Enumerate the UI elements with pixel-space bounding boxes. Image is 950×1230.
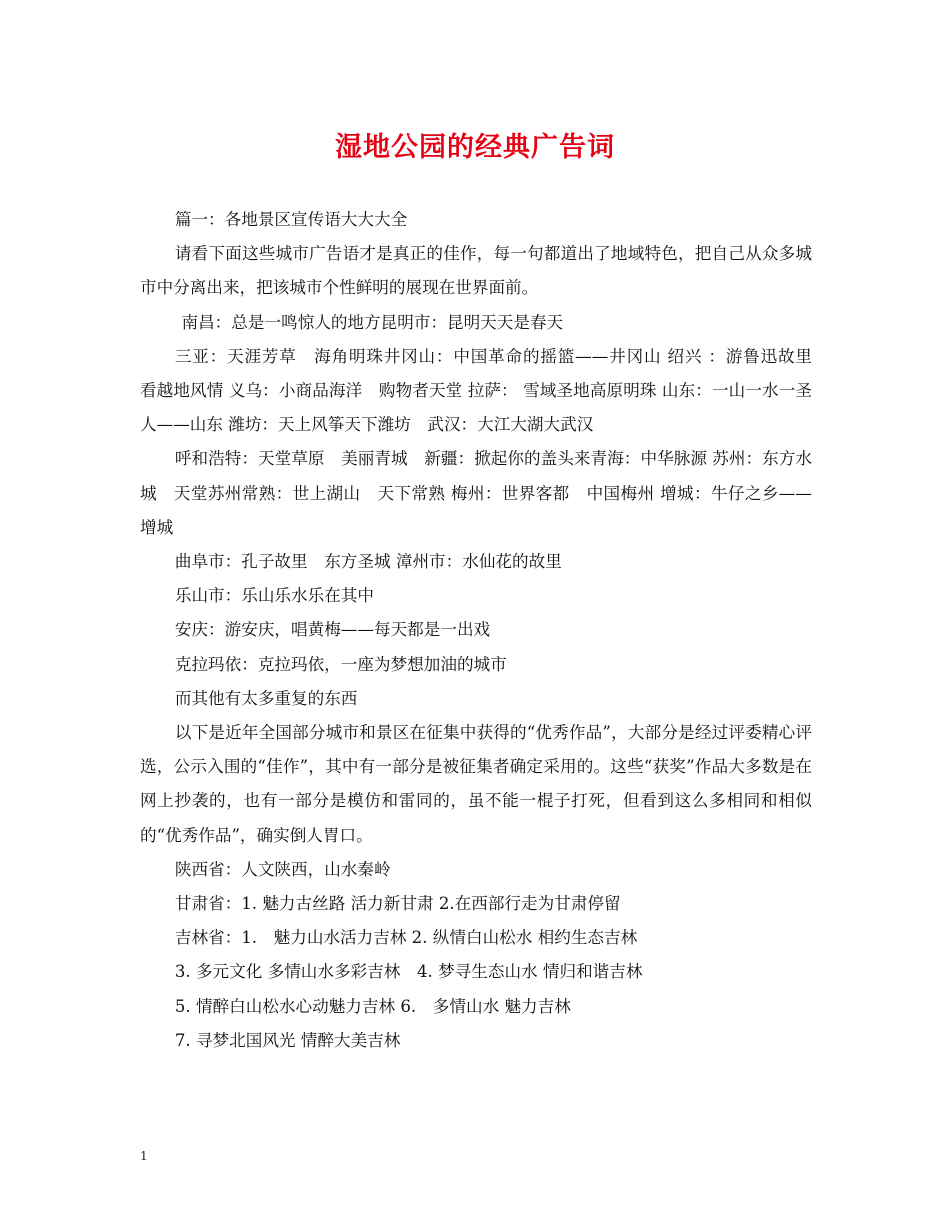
page-title: 湿地公园的经典广告词 [335,132,615,163]
paragraph: 以下是近年全国部分城市和景区在征集中获得的“优秀作品”，大部分是经过评委精心评选，公示入围的“佳作”，其中有一部分是被征集者确定采用的。这些“获奖”作品大多数是在网上抄袭的，也有一部分是模仿和雷同的，虽不能一棍子打死，但看到这么多相同和相似的“优秀作品”，确实倒人胃口。 [140,723,812,845]
paragraph: 安庆：游安庆，唱黄梅——每天都是一出戏 [174,620,491,640]
paragraph: 南昌：总是一鸣惊人的地方昆明市：昆明天天是春天 [181,312,564,332]
paragraph: 陕西省：人文陕西，山水秦岭 [174,859,391,879]
paragraph: 请看下面这些城市广告语才是真正的佳作，每一句都道出了地域特色，把自己从众多城市中分离出来，把该城市个性鲜明的展现在世界面前。 [140,244,812,298]
paragraph: 呼和浩特：天堂草原 美丽青城 新疆：掀起你的盖头来青海：中华脉源 苏州：东方水城 天堂苏州常熟：世上湖山 天下常熟 梅州：世界客都 中国梅州 增城：牛仔之乡——增城 [140,449,812,537]
paragraph: 甘肃省：1. 魅力古丝路 活力新甘肃 2.在西部行走为甘肃停留 [174,894,621,914]
page-number: 1 [140,1149,148,1163]
paragraph: 5. 情醉白山松水心动魅力吉林 6. 多情山水 魅力吉林 [174,996,571,1016]
paragraph: 吉林省：1. 魅力山水活力吉林 2. 纵情白山松水 相约生态吉林 [174,928,638,948]
paragraph: 3. 多元文化 多情山水多彩吉林 4. 梦寻生态山水 情归和谐吉林 [174,962,643,982]
paragraph: 而其他有太多重复的东西 [174,688,358,708]
section-heading: 篇一：各地景区宣传语大大大全 [174,210,408,229]
paragraph: 克拉玛依：克拉玛依，一座为梦想加油的城市 [174,654,507,674]
document-body [140,203,829,1058]
paragraph: 三亚：天涯芳草 海角明珠井冈山：中国革命的摇篮——井冈山 绍兴 ：游鲁迅故里 看越地风情 义乌：小商品海洋 购物者天堂 拉萨： 雪域圣地高原明珠 山东：一山一水一圣人——山东 潍坊：天上风筝天下潍坊 武汉：大江大湖大武汉 [140,346,829,435]
paragraph: 曲阜市：孔子故里 东方圣城 漳州市：水仙花的故里 [174,552,562,572]
paragraph: 乐山市：乐山乐水乐在其中 [174,586,374,606]
paragraph: 7. 寻梦北国风光 情醉大美吉林 [174,1030,401,1050]
